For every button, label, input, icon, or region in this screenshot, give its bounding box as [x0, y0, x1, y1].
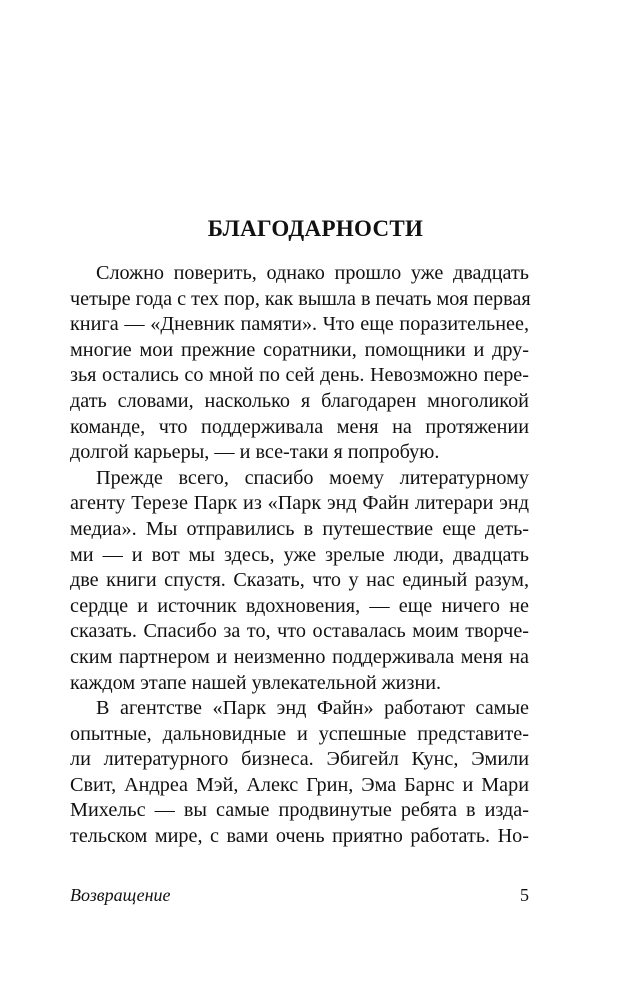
text-line: зья остались со мной по сей день. Невозможно пере- [70, 364, 529, 387]
text-line: В агентстве «Парк энд Файн» работают самые [96, 697, 529, 720]
text-line: команде, что поддерживала меня на протяжении [70, 415, 529, 438]
page-heading: БЛАГОДАРНОСТИ [207, 216, 424, 241]
text-line: опытные, дальновидные и успешные представите- [70, 722, 529, 745]
text-line: долгой карьеры, — и все-таки я попробую. [70, 441, 440, 464]
text-line: Прежде всего, спасибо моему литературному [96, 466, 529, 489]
text-line: Свит, Андреа Мэй, Алекс Грин, Эма Барнс и Мари [70, 773, 529, 796]
text-line: каждом этапе нашей увлекательной жизни. [70, 671, 442, 694]
text-line: ским партнером и неизменно поддерживала меня на [70, 645, 529, 668]
text-line: тельском мире, с вами очень приятно работать. Но- [70, 825, 529, 848]
text-line: дать словами, насколько я благодарен многоликой [70, 389, 529, 412]
text-line: сердце и источник вдохновения, — еще ничего не [70, 594, 529, 617]
text-line: медиа». Мы отправились в путешествие еще деть- [70, 517, 529, 540]
text-line: Михельс — вы самые продвинутые ребята в изда- [70, 799, 529, 822]
text-line: агенту Терезе Парк из «Парк энд Файн литерари энд [70, 492, 529, 515]
text-line: ми — и вот мы здесь, уже зрелые люди, двадцать [70, 543, 529, 566]
page-number: 5 [520, 885, 529, 905]
text-line: сказать. Спасибо за то, что оставалась моим творче- [70, 620, 529, 643]
body-text [70, 261, 529, 850]
page-footer [70, 885, 529, 911]
running-title: Возвращение [70, 885, 171, 905]
text-line: книга — «Дневник памяти». Что еще поразительнее, [70, 313, 529, 336]
text-line: Сложно поверить, однако прошло уже двадцать [96, 262, 529, 284]
text-line: четыре года с тех пор, как вышла в печать моя первая [70, 287, 531, 310]
text-line: ли литературного бизнеса. Эбигейл Кунс, Эмили [70, 748, 529, 771]
text-line: две книги спустя. Сказать, что у нас единый разум, [70, 569, 529, 592]
text-line: многие мои прежние соратники, помощники и дру- [70, 338, 529, 361]
